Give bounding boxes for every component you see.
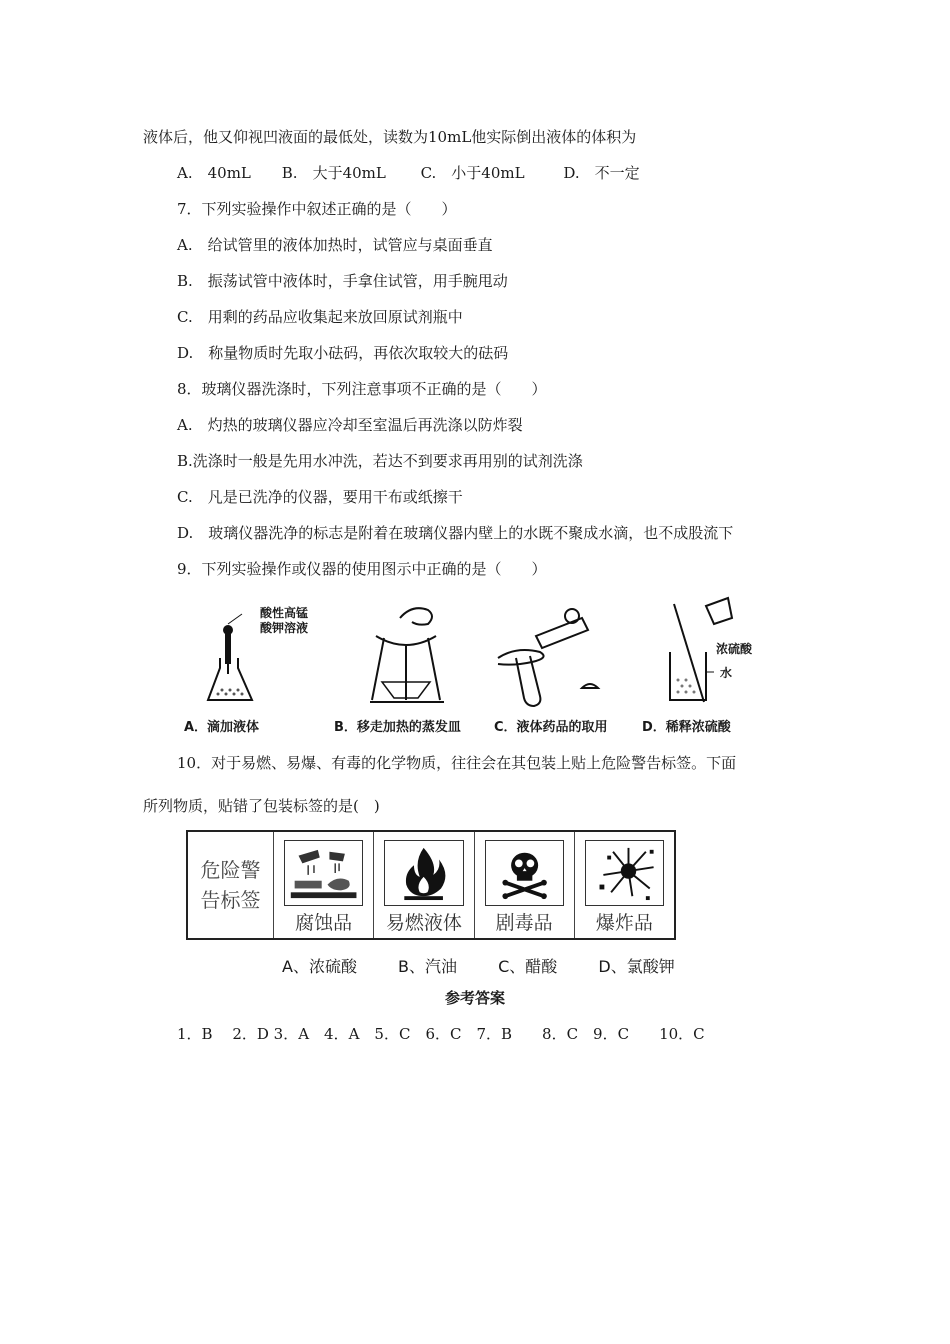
- hazard-table-header: [188, 832, 274, 938]
- answers-list: 1．B 2．D 3．A 4．A 5．C 6．C 7．B 8．C 9．C 10．C: [177, 1025, 705, 1043]
- q9-note-a: 酸性高锰 酸钾溶液: [260, 606, 309, 635]
- q7-option-b: B. 振荡试管中液体时，手拿住试管，用手腕甩动: [177, 272, 508, 290]
- q9-note-d-acid: 浓硫酸: [716, 642, 753, 656]
- q8-option-c: C. 凡是已洗净的仪器，要用干布或纸擦干: [177, 488, 463, 506]
- explosion-icon: [586, 841, 663, 905]
- q9-note-d-water: 水: [720, 666, 733, 680]
- q10-choice-a: A、浓硫酸: [282, 957, 357, 976]
- evaporating-dish-drawing: [370, 608, 444, 702]
- hazard-label-toxic: 剧毒品: [495, 912, 553, 934]
- q10-choice-b: B、汽油: [398, 957, 458, 976]
- q6-stem-tail: 液体后，他又仰视凹液面的最低处，读数为10mL他实际倒出液体的体积为: [143, 128, 637, 146]
- q9-stem: 9．下列实验操作或仪器的使用图示中正确的是（ ）: [177, 560, 547, 578]
- q7-option-c: C. 用剩的药品应收集起来放回原试剂瓶中: [177, 308, 463, 326]
- skull-icon: [486, 841, 563, 905]
- q6-option-a: A. 40mL: [177, 164, 251, 182]
- flame-icon: [385, 841, 462, 905]
- q9-caption-c: C．液体药品的取用: [494, 720, 608, 735]
- hazard-cell-corrosive: [274, 832, 374, 938]
- q7-stem: 7．下列实验操作中叙述正确的是（ ）: [177, 200, 457, 218]
- q6-options: [177, 163, 640, 183]
- hazard-cell-flammable: [374, 832, 474, 938]
- hazard-label-flammable: 易燃液体: [385, 912, 462, 934]
- q8-option-a: A. 灼热的玻璃仪器应冷却至室温后再洗涤以防炸裂: [177, 416, 523, 434]
- q10-choice-d: D、氯酸钾: [598, 957, 675, 976]
- hazard-cell-explosive: [575, 832, 674, 938]
- q6-option-b: B. 大于40mL: [281, 164, 386, 182]
- test-tube-pouring-drawing: [498, 609, 598, 706]
- q8-option-d: D. 玻璃仪器洗净的标志是附着在玻璃仪器内壁上的水既不聚成水滴，也不成股流下: [177, 524, 734, 542]
- answers-title: 参考答案: [444, 989, 505, 1007]
- q9-caption-a: A．滴加液体: [184, 720, 260, 735]
- q8-stem: 8．玻璃仪器洗涤时，下列注意事项不正确的是（ ）: [177, 380, 547, 398]
- dropper-flask-drawing: [208, 614, 252, 700]
- hazard-label-table: [186, 830, 676, 940]
- q9-caption-b: B．移走加热的蒸发皿: [334, 720, 461, 735]
- q8-option-b: B.洗涤时一般是先用水冲洗，若达不到要求再用别的试剂洗涤: [177, 452, 583, 470]
- q7-option-a: A. 给试管里的液体加热时，试管应与桌面垂直: [177, 236, 493, 254]
- hazard-table-header-text: 危险警告标签: [200, 858, 261, 912]
- q10-stem-2: 所列物质，贴错了包装标签的是( ): [143, 797, 380, 815]
- q7-option-d: D. 称量物质时先取小砝码，再依次取较大的砝码: [177, 344, 509, 362]
- q10-stem-1: 10．对于易燃、易爆、有毒的化学物质，往往会在其包装上贴上危险警告标签。下面: [177, 754, 737, 772]
- hazard-label-corrosive: 腐蚀品: [295, 912, 353, 934]
- hazard-cell-toxic: [475, 832, 575, 938]
- corrosive-icon: [285, 841, 362, 905]
- q6-option-c: C. 小于40mL: [420, 164, 525, 182]
- q10-choice-c: C、醋酸: [498, 957, 558, 976]
- q6-option-d: D. 不一定: [563, 164, 640, 182]
- q10-choices: [282, 954, 711, 977]
- hazard-label-explosive: 爆炸品: [595, 912, 653, 934]
- q9-caption-d: D．稀释浓硫酸: [642, 720, 731, 735]
